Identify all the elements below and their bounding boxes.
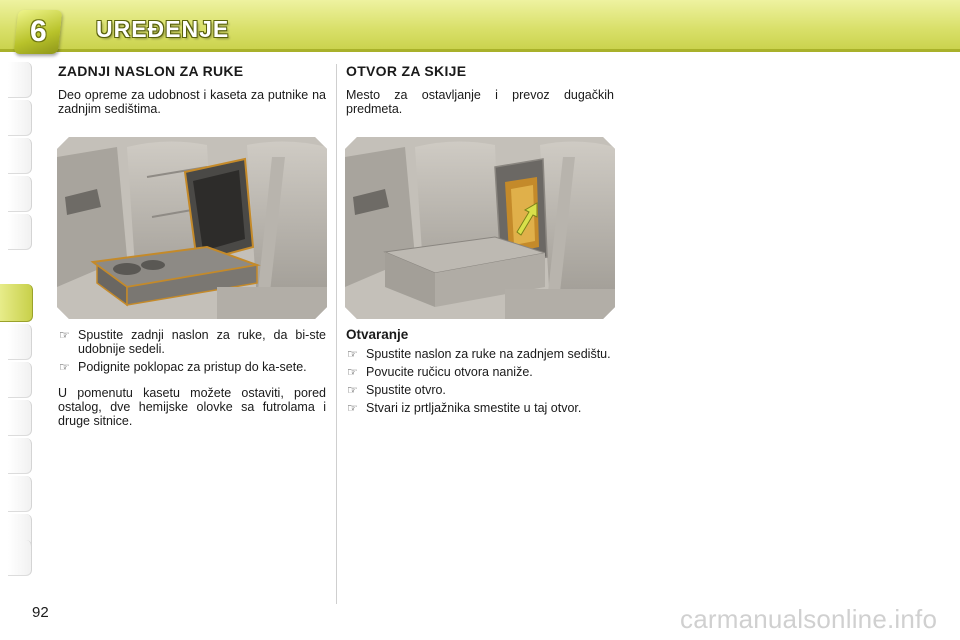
chapter-tab[interactable] <box>8 540 32 576</box>
chapter-tab-strip <box>0 62 34 578</box>
ski-flap-heading: OTVOR ZA SKIJE <box>346 63 467 79</box>
watermark-text: carmanualsonline.info <box>680 604 938 634</box>
chapter-tab[interactable] <box>8 62 32 98</box>
ski-flap-intro: Mesto za ostavljanje i prevoz dugačkih predmeta. <box>346 88 614 116</box>
pointing-hand-icon: ☞ <box>59 328 70 342</box>
chapter-tab[interactable] <box>8 324 32 360</box>
ski-flap-illustration <box>345 137 615 319</box>
ski-flap-steps <box>346 347 614 419</box>
chapter-tab-active[interactable] <box>0 284 33 322</box>
step-text: Spustite naslon za ruke na zadnjem sedištu. <box>366 347 611 361</box>
chapter-badge <box>14 10 63 54</box>
chapter-tab[interactable] <box>8 362 32 398</box>
chapter-tab[interactable] <box>8 438 32 474</box>
pointing-hand-icon: ☞ <box>347 383 358 397</box>
pointing-hand-icon: ☞ <box>347 347 358 361</box>
page-number: 92 <box>32 604 49 621</box>
chapter-tab[interactable] <box>8 138 32 174</box>
list-item <box>346 347 614 361</box>
rear-armrest-outro: U pomenutu kasetu možete ostaviti, pored ostalog, dve hemijske olovke sa futrolama i druge sitnice. <box>58 386 326 428</box>
rear-armrest-heading: ZADNJI NASLON ZA RUKE <box>58 63 244 79</box>
step-text: Spustite zadnji naslon za ruke, da bi-ste udobnije sedeli. <box>78 328 326 356</box>
chapter-tab[interactable] <box>8 176 32 212</box>
pointing-hand-icon: ☞ <box>347 401 358 415</box>
list-item <box>346 401 614 415</box>
list-item <box>58 328 326 356</box>
step-text: Spustite otvro. <box>366 383 446 397</box>
chapter-tab[interactable] <box>8 100 32 136</box>
step-text: Stvari iz prtljažnika smestite u taj otvor. <box>366 401 582 415</box>
chapter-tab[interactable] <box>8 400 32 436</box>
step-text: Podignite poklopac za pristup do ka-sete. <box>78 360 307 374</box>
rear-armrest-steps <box>58 328 326 378</box>
list-item <box>346 365 614 379</box>
rear-armrest-intro: Deo opreme za udobnost i kaseta za putnike na zadnjim sedištima. <box>58 88 326 116</box>
pointing-hand-icon: ☞ <box>347 365 358 379</box>
chapter-tab[interactable] <box>8 476 32 512</box>
chapter-title: UREĐENJE <box>96 16 230 42</box>
chapter-tab[interactable] <box>8 214 32 250</box>
step-text: Povucite ručicu otvora naniže. <box>366 365 533 379</box>
chapter-number: 6 <box>29 15 47 48</box>
list-item <box>346 383 614 397</box>
column-divider <box>336 64 337 604</box>
pointing-hand-icon: ☞ <box>59 360 70 374</box>
rear-armrest-illustration <box>57 137 327 319</box>
opening-subheading: Otvaranje <box>346 327 409 342</box>
list-item <box>58 360 326 374</box>
